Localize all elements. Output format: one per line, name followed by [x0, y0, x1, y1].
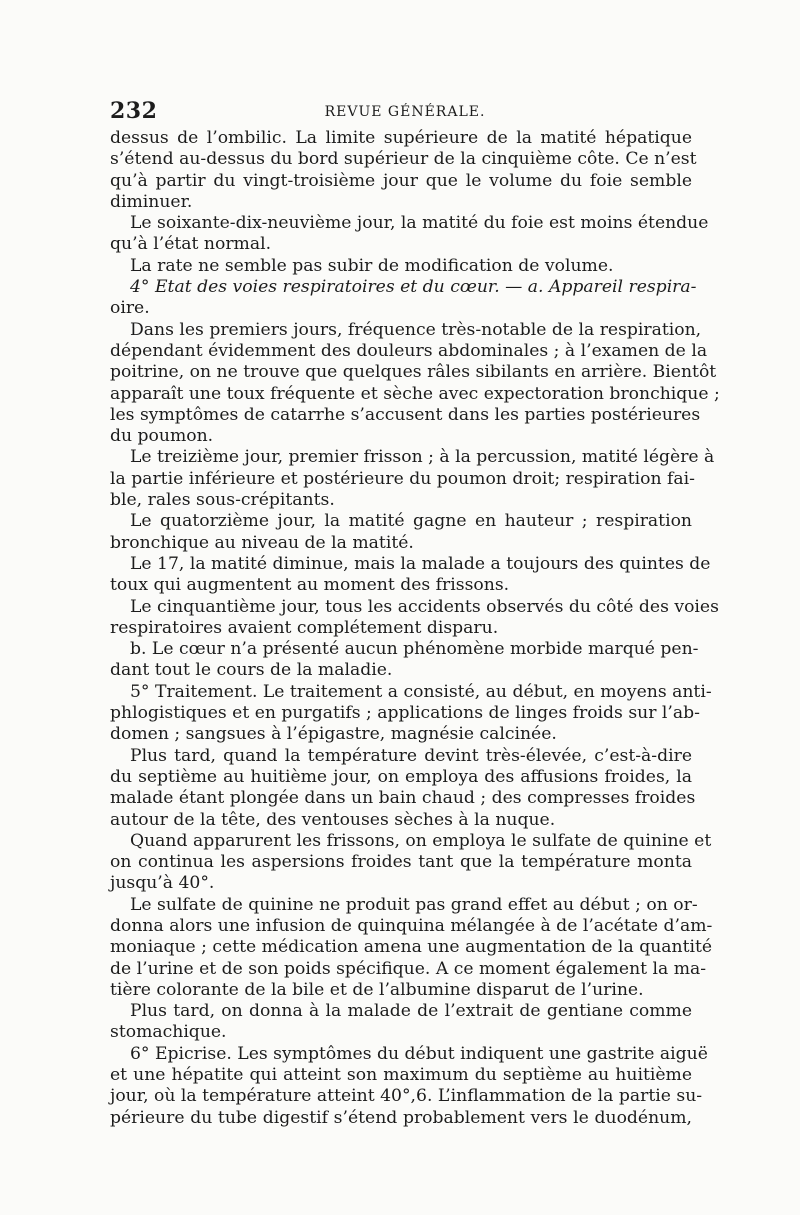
text-line: du septième au huitième jour, on employa des affusions froides, la: [110, 766, 692, 787]
text-line: stomachique.: [110, 1022, 227, 1043]
running-head: REVUE GÉNÉRALE.: [324, 104, 486, 120]
paragraph: [110, 553, 711, 597]
text-line: du poumon.: [110, 426, 214, 447]
text-line: ble, rales sous-crépitants.: [110, 490, 335, 511]
paragraph: [110, 128, 697, 213]
text-line: Plus tard, quand la température devint très-élevée, c’est-à-dire: [130, 745, 692, 766]
text-line: Le sulfate de quinine ne produit pas grand effet au début ; on or-: [130, 894, 698, 915]
text-line: qu’à l’état normal.: [110, 234, 272, 255]
paragraph: [110, 745, 696, 831]
text-line: s’étend au-dessus du bord supérieur de la cinquième côte. Ce n’est: [110, 149, 697, 170]
text-line: Le soixante-dix-neuvième jour, la matité du foie est moins étendue: [130, 213, 709, 234]
text-line: oire.: [110, 298, 150, 319]
text-line: jour, où la température atteint 40°,6. L’inflammation de la partie su-: [110, 1086, 703, 1107]
text-line: de l’urine et de son poids spécifique. A ce moment également la ma-: [110, 958, 707, 979]
paragraph: [110, 596, 719, 640]
text-line: Plus tard, on donna à la malade de l’extrait de gentiane comme: [130, 1001, 692, 1022]
text-line: Quand apparurent les frissons, on employa le sulfate de quinine et: [130, 830, 712, 851]
text-line: diminuer.: [110, 191, 193, 212]
text-line: apparaît une toux fréquente et sèche avec expectoration bronchique ;: [110, 383, 720, 404]
text-line: la partie inférieure et postérieure du poumon droit; respiration fai-: [110, 468, 695, 489]
paragraph: [110, 213, 709, 256]
text-line: on continua les aspersions froides tant que la température monta: [110, 852, 692, 873]
text-line: Le treizième jour, premier frisson ; à la percussion, matité légère à: [130, 447, 715, 468]
text-line: phlogistiques et en purgatifs ; applications de linges froids sur l’ab-: [110, 703, 700, 724]
text-line: dessus de l’ombilic. La limite supérieure de la matité hépatique: [110, 128, 692, 148]
text-line: b. Le cœur n’a présenté aucun phénomène morbide marqué pen-: [130, 639, 699, 660]
section-epicrise: [110, 1043, 708, 1129]
page-header: [110, 98, 700, 124]
text-line: respiratoires avaient complétement disparu.: [110, 617, 499, 638]
text-line: jusqu’à 40°.: [110, 873, 215, 894]
text-line: dant tout le cours de la maladie.: [110, 660, 393, 681]
text-line: moniaque ; cette médication amena une augmentation de la quantité: [110, 937, 713, 958]
paragraph: [110, 639, 699, 682]
text-line: dépendant évidemment des douleurs abdominales ; à l’examen de la: [110, 340, 708, 361]
text-line: malade étant plongée dans un bain chaud ; des compresses froides: [110, 788, 696, 809]
text-line: Le quatorzième jour, la matité gagne en hauteur ; respiration: [130, 511, 692, 532]
text-line: tière colorante de la bile et de l’albumine disparut de l’urine.: [110, 979, 644, 1000]
text-line: Le 17, la matité diminue, mais la malade a toujours des quintes de: [130, 553, 711, 574]
paragraph: [110, 447, 715, 511]
text-line: La rate ne semble pas subir de modification de volume.: [130, 255, 614, 276]
text-line: Le cinquantième jour, tous les accidents observés du côté des voies: [130, 596, 719, 617]
section-treatment: [110, 681, 712, 746]
text-line: 4° Etat des voies respiratoires et du cœur. — a. Appareil respira-: [130, 277, 697, 298]
text-line: poitrine, on ne trouve que quelques râles sibilants en arrière. Bientôt: [110, 362, 717, 383]
page-number: 232: [110, 98, 158, 124]
paragraph: [110, 830, 712, 895]
paragraph: [110, 319, 720, 448]
text-line: 5° Traitement. Le traitement a consisté, au début, en moyens anti-: [130, 681, 712, 702]
text-line: périeure du tube digestif s’étend probablement vers le duodénum,: [110, 1107, 692, 1128]
text-line: qu’à partir du vingt-troisième jour que le volume du foie semble: [110, 170, 692, 191]
text-line: et une hépatite qui atteint son maximum du septième au huitième: [110, 1065, 692, 1086]
paragraph: [110, 894, 713, 1001]
text-line: les symptômes de catarrhe s’accusent dans les parties postérieures: [110, 404, 701, 425]
paragraph: [110, 1001, 692, 1044]
text-line: Dans les premiers jours, fréquence très-notable de la respiration,: [130, 319, 702, 340]
body-text: [110, 128, 720, 1129]
paragraph: [110, 256, 692, 277]
text-line: bronchique au niveau de la matité.: [110, 532, 414, 553]
text-line: autour de la tête, des ventouses sèches à la nuque.: [110, 809, 556, 830]
text-line: 6° Epicrise. Les symptômes du début indiquent une gastrite aiguë: [130, 1043, 708, 1064]
section-heading-respiratory: [110, 277, 697, 320]
paragraph: [110, 511, 692, 554]
text-line: domen ; sangsues à l’épigastre, magnésie calcinée.: [110, 724, 557, 745]
text-line: donna alors une infusion de quinquina mélangée à de l’acétate d’am-: [110, 915, 713, 936]
text-line: toux qui augmentent au moment des frissons.: [110, 575, 510, 596]
